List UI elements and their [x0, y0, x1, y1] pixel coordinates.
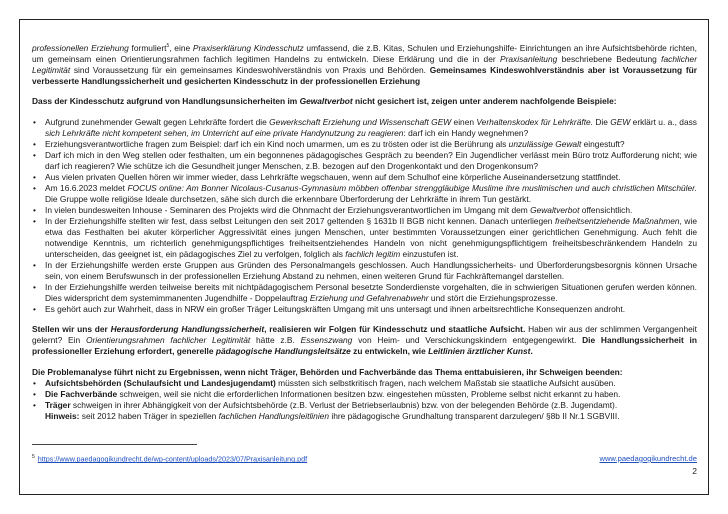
website-link[interactable]: www.paedagogikundrecht.de — [599, 454, 697, 463]
text-run: Gewaltverbot — [530, 204, 580, 215]
intro-text: Praxiserklärung Kindesschutz — [192, 42, 304, 53]
consequences-paragraph — [32, 324, 697, 357]
text-run: fachlich legitim — [345, 248, 401, 259]
list-item — [32, 183, 697, 205]
text-run: schweigen, weil sie nicht die erforderlichen Informationen besitzen bzw. eingestehen müssten, Probleme selbst nicht erkannt zu haben. — [117, 388, 621, 399]
footnote-link[interactable]: https://www.paedagogikundrecht.de/wp-content/uploads/2023/07/Praxisanleitung.pdf — [37, 454, 308, 464]
list-item — [32, 205, 697, 216]
footnote-divider — [32, 444, 197, 445]
intro-text: formuliert — [128, 42, 167, 53]
text-run: zu entwickeln, wie — [350, 346, 429, 357]
text-run: hätte z.B. — [250, 335, 301, 346]
text-run: In der Erziehungshilfe werden erste Gruppen aus Gründen des Personalmangels geschlossen. Auch Handlungssicherheits- und Überforderungsbesorgnis können Ursache sein, von einem Berufswunsch in der professionellen Erziehung Abstand zu nehmen, einen weiteren Grund für Fachkräftemangel darstellen. — [45, 259, 697, 281]
page-number: 2 — [692, 466, 697, 476]
text-run: Darf ich mich in den Weg stellen oder festhalten, um ein begonnenes pädagogisches Gespräch zu beenden? Ein Jugendlicher verlässt mein Büro trotz Aufforderung nicht; wie darf ich reagieren? Wie schütze ich die Gesundheit junger Menschen, z.B. bezogen auf den Drogenkontakt und den Drogenkonsum? — [45, 149, 697, 171]
text-run: unzulässige Gewalt — [508, 138, 582, 149]
page-footer — [32, 444, 697, 484]
text-run: Leitlinien ärztlicher Kunst — [428, 346, 531, 357]
text-run: Die Fachverbände — [45, 388, 118, 399]
list-item — [32, 389, 697, 400]
footnote-ref: 5 — [166, 43, 170, 49]
actors-list — [32, 378, 697, 422]
text-run: Am 16.6.2023 meldet — [45, 182, 128, 193]
intro-emphasis: Gemeinsames Kindeswohlverständnis aber ist Voraussetzung für verbesserte Handlungssicherheit und gesicherten Kindesschutz in der professionellen Erziehung — [32, 64, 697, 86]
intro-text: , eine — [169, 42, 193, 53]
intro-paragraph — [32, 41, 697, 87]
text-run: Gewerkschaft Erziehung und Wissenschaft GEW — [269, 116, 452, 127]
text-run: Verhaltenskodex für Lehrkräfte. — [476, 116, 594, 127]
document-page — [19, 19, 709, 495]
text-run: Stellen wir uns der — [32, 324, 111, 335]
text-run: In vielen bundesweiten Inhouse - Seminaren des Projekts wird die Ohnmacht der Erziehungsverantwortlichen im Umgang mit dem — [45, 204, 531, 215]
text-run: Herausforderung Handlungssicherheit — [110, 324, 265, 335]
text-run: Erziehungsverantwortliche fragen zum Beispiel: darf ich ein Kind noch umarmen, um es zu trösten oder ist die Berührung als — [45, 138, 509, 149]
text-run: GEW — [610, 116, 631, 127]
list-item — [32, 378, 697, 389]
text-run: Haben wir aus der schlimmen Vergangenheit gelernt? Ein — [32, 324, 697, 346]
text-run: offensichtlich. — [579, 204, 633, 215]
text-run: In der Erziehungshilfe werden teilweise bereits mit nichtpädagogischem Personal besetzte Sonderdienste vorgehalten, die in schwierigen Situationen gerufen werden können. Dies widerspricht dem systemimmanenten Jugendhilfe - Doppelauftrag — [45, 281, 697, 303]
list-item — [32, 282, 697, 304]
text-run: müssten sich selbstkritisch fragen, nach welchem Maßstab sie staatliche Aufsicht ausüben. — [275, 377, 616, 388]
heading-text: Dass der Kindesschutz aufgrund von Handlungsunsicherheiten im — [32, 96, 300, 107]
text-run: Aus vielen privaten Quellen hören wir immer wieder, dass Lehrkräfte wegschauen, wenn auf dem Schulhof eine körperliche Auseinandersetzung stattfindet. — [45, 171, 621, 182]
text-run: und stört die Erziehungsprozesse. — [428, 292, 558, 303]
text-run: Es gehört auch zur Wahrheit, dass in NRW ein großer Träger Leitungskräften Umgang mit uns untersagt und ihnen arbeitsrechtliche Konsequenzen androht. — [45, 303, 626, 314]
text-run: Erziehung und Gefahrenabwehr — [309, 292, 429, 303]
text-run: eingestuft? — [581, 138, 625, 149]
text-run: : darf ich ein Handy wegnehmen? — [403, 127, 529, 138]
list-item — [32, 139, 697, 150]
text-run: FOCUS online: Am Bonner Nicolaus-Cusanus-Gymnasium möbben offenbar strenggläubige Muslime ihre muslimischen und auch christlichen Mitschüler. — [127, 182, 697, 193]
text-run: einen — [451, 116, 477, 127]
list-item — [32, 411, 697, 422]
text-run: sich Lehrkräfte nicht kompetent sehen, im Unterricht auf eine private Handynutzung zu reagieren — [45, 127, 404, 138]
text-run: pädagogische Handlungsleitsätze — [215, 346, 351, 357]
text-run: Die Gruppe wolle religiöse Ideale durchsetzen, sähe sich durch die erkennbare Überforderung der Lehrkräfte in ihrem Tun gestärkt. — [45, 193, 532, 204]
intro-text: beschriebene Bedeutung — [557, 53, 662, 64]
intro-text: professionellen Erziehung — [32, 42, 129, 53]
list-item — [32, 216, 697, 260]
text-run: fachlichen Handlungsleitlinien — [218, 410, 329, 421]
text-run: , realisieren wir Folgen für Kindesschutz und staatliche Aufsicht. — [264, 324, 526, 335]
text-run: Die Handlungssicherheit in professioneller Erziehung erfordert, generelle — [32, 335, 697, 357]
list-item — [32, 304, 697, 315]
text-run: erklärt u. a., dass — [630, 116, 697, 127]
text-run: schweigen in ihrer Abhängigkeit von der Aufsichtsbehörde (z.B. Verlust der Betriebserlaubnis) bzw. von der belegenden Behörde (z.B. Jugendamt). — [70, 399, 618, 410]
list-item — [32, 117, 697, 139]
text-run: , wie etwa das Festhalten bei akuter körperlicher Aggressivität eines jungen Menschen, unter bestimmten Voraussetzungen einer gerichtlichen Genehmigung. Auch fehlt die notwendige Kenntnis, um richterlich genehmigungspflichtiges freiheitsentziehendes Handeln von nicht genehmigungspflichtigem freiheitsbeschränkendem Handeln zu unterscheiden, das geeignet ist, ein pädagogisches Ziel zu verfolgen, folglich als — [45, 215, 697, 259]
text-run: freiheitsentziehende Maßnahmen — [555, 215, 680, 226]
footnote — [32, 454, 307, 463]
examples-list — [32, 117, 697, 315]
text-run: Träger — [45, 399, 71, 410]
list-item — [32, 172, 697, 183]
text-run: Hinweis: — [45, 410, 80, 421]
text-run: Aufsichtsbehörden (Schulaufsicht und Landesjugendamt) — [45, 377, 276, 388]
text-run: . — [530, 346, 533, 357]
list-item — [32, 400, 697, 411]
analysis-heading: Die Problemanalyse führt nicht zu Ergebnissen, wenn nicht Träger, Behörden und Fachverbände das Thema enttabuisieren, ihr Schweigen beenden: — [32, 366, 623, 377]
text-run: Orientierungsrahmen fachlicher Legitimität — [85, 335, 251, 346]
footnote-number: 5 — [32, 454, 35, 460]
text-run: seit 2012 haben Träger in speziellen — [79, 410, 219, 421]
text-run: Essenszwang — [300, 335, 353, 346]
intro-text: umfassend, die z.B. Kitas, Schulen und Erziehungshilfe- Einrichtungen an ihre Aufsichtsbehörde richten, um gemeinsam einen Orientierungsrahmen fachlich legitimen Handelns zu entwickeln. Diese Erklärung und die in der — [32, 42, 697, 64]
text-run: ihre pädagogische Grundhaltung transparent darzulegen/ §8b II Nr.1 SGBVIII. — [329, 410, 620, 421]
intro-text: fachlicher Legitimität — [32, 53, 697, 75]
text-run: In der Erziehungshilfe stellten wir fest, dass selbst Leitungen den seit 2017 geltenden § 1631b II BGB nicht kennen. Danach unterliegen — [45, 215, 555, 226]
text-run: von Heim- und Verschickungskindern entgegengewirkt. — [352, 335, 583, 346]
heading-text: nicht gesichert ist, zeigen unter anderem nachfolgende Beispiele: — [352, 96, 617, 107]
text-run: Aufgrund zunehmender Gewalt gegen Lehrkräfte fordert die — [45, 116, 270, 127]
text-run: Die — [593, 116, 611, 127]
heading-text: Gewaltverbot — [299, 96, 353, 107]
list-item — [32, 260, 697, 282]
examples-heading — [32, 96, 697, 107]
list-item — [32, 150, 697, 172]
intro-text: sind Voraussetzung für ein gemeinsames Kindeswohlverständnis von Praxis und Behörden. — [70, 64, 430, 75]
intro-text: Praxisanleitung — [500, 53, 558, 64]
text-run: einzustufen ist. — [400, 248, 459, 259]
